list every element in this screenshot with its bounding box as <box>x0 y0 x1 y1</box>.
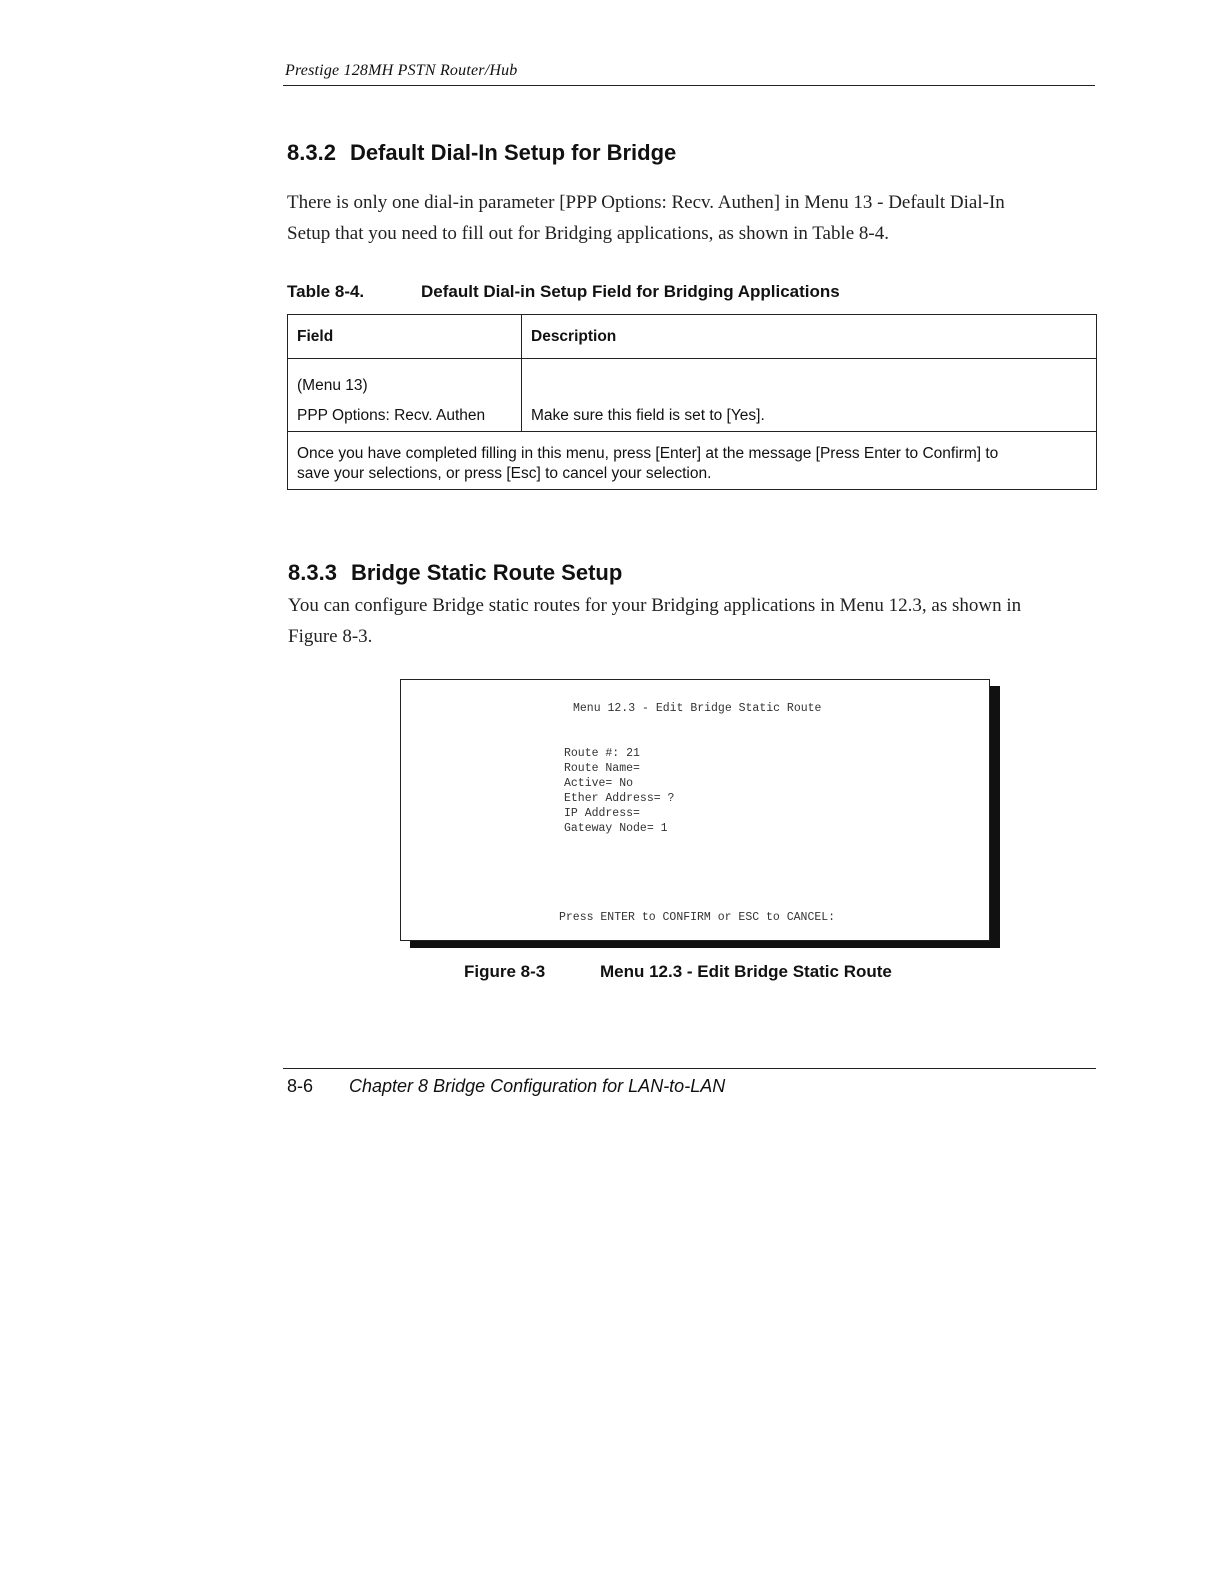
section-833-para-line-1: You can configure Bridge static routes for your Bridging applications in Menu 12.3, as shown in <box>288 595 1022 616</box>
section-833-para-line-2: Figure 8-3. <box>288 626 373 647</box>
table-caption <box>287 282 840 302</box>
section-833-heading <box>288 560 622 586</box>
table-caption-title: Default Dial-in Setup Field for Bridging Applications <box>421 282 840 301</box>
terminal-title: Menu 12.3 - Edit Bridge Static Route <box>573 702 822 715</box>
table-note-line-2: save your selections, or press [Esc] to cancel your selection. <box>297 465 712 482</box>
table-note-row <box>288 432 1097 490</box>
terminal-field-route-name: Route Name= <box>564 762 640 775</box>
section-833-title: Bridge Static Route Setup <box>350 560 623 585</box>
section-832-number: 8.3.2 <box>287 140 336 165</box>
page-footer <box>287 1076 725 1097</box>
terminal-field-ether-address: Ether Address= ? <box>564 792 675 805</box>
section-832-para-line-1: There is only one dial-in parameter [PPP Options: Recv. Authen] in Menu 13 - Default Dial-In <box>287 192 1005 213</box>
figure-caption-label: Figure 8-3 <box>464 962 546 981</box>
header-rule <box>283 85 1095 86</box>
table-cell-description: Make sure this field is set to [Yes]. <box>522 359 1097 432</box>
table-note-line-1: Once you have completed filling in this menu, press [Enter] at the message [Press Enter to Confirm] to <box>297 445 999 462</box>
terminal-prompt: Press ENTER to CONFIRM or ESC to CANCEL: <box>559 911 836 924</box>
table-header-description: Description <box>522 315 1097 359</box>
section-833-paragraph <box>288 590 1088 652</box>
terminal-field-ip-address: IP Address= <box>564 807 640 820</box>
table-header-field: Field <box>288 315 522 359</box>
field-name: PPP Options: Recv. Authen <box>297 407 486 424</box>
table-caption-label: Table 8-4. <box>287 282 365 301</box>
table-cell-field <box>288 359 522 432</box>
terminal-field-route-number: Route #: 21 <box>564 747 640 760</box>
terminal-screen <box>400 679 990 941</box>
section-832-paragraph <box>287 187 1087 249</box>
footer-rule <box>283 1068 1096 1069</box>
table-header-row <box>288 315 1097 359</box>
section-832-para-line-2: Setup that you need to fill out for Bridging applications, as shown in Table 8-4. <box>287 223 890 244</box>
running-header: Prestige 128MH PSTN Router/Hub <box>285 62 518 79</box>
terminal-field-active: Active= No <box>564 777 634 790</box>
page-number: 8-6 <box>287 1076 314 1096</box>
figure-caption <box>464 962 892 982</box>
section-832-heading <box>287 140 676 166</box>
figure-caption-title: Menu 12.3 - Edit Bridge Static Route <box>600 962 892 981</box>
field-menu-label: (Menu 13) <box>297 377 368 394</box>
table-note <box>288 432 1097 490</box>
dial-in-field-table <box>287 314 1097 490</box>
terminal-field-gateway-node: Gateway Node= 1 <box>564 822 668 835</box>
table-row <box>288 359 1097 432</box>
chapter-title: Chapter 8 Bridge Configuration for LAN-to-LAN <box>349 1076 726 1096</box>
section-832-title: Default Dial-In Setup for Bridge <box>349 140 677 165</box>
section-833-number: 8.3.3 <box>288 560 337 585</box>
